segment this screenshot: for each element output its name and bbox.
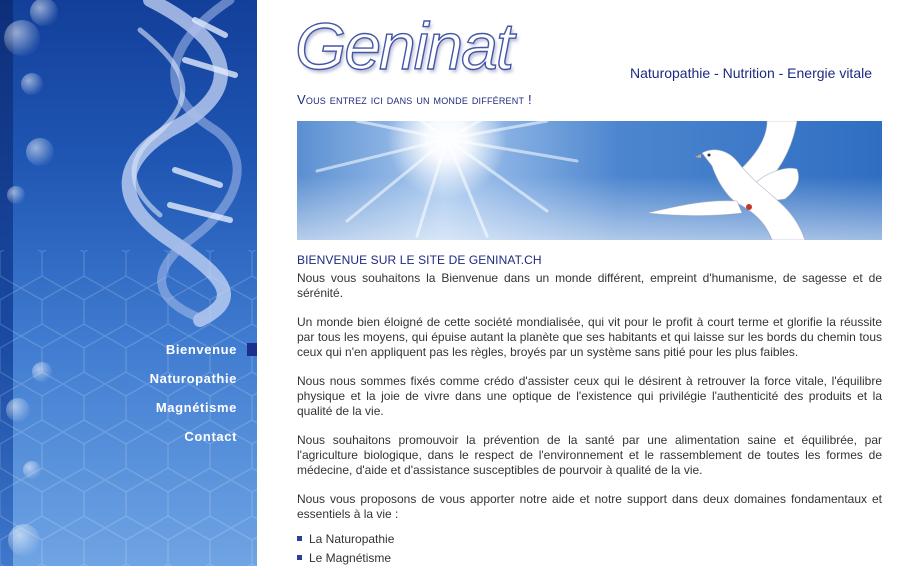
main-content bbox=[297, 253, 882, 569]
header-banner bbox=[297, 121, 882, 240]
welcome-heading: BIENVENUE SUR LE SITE DE GENINAT.CH bbox=[297, 253, 542, 267]
prevention-paragraph: Nous souhaitons promouvoir la prévention de la santé par une alimentation saine et équilibrée, par l'agriculture biologique, dans le respect de l'environnement et le rassemblement de toutes les formes de médecine, d'aide et d'assistance susceptibles de pourvoir à qualité de la vie. bbox=[297, 433, 882, 477]
nav-item-naturopathie[interactable]: Naturopathie bbox=[149, 371, 237, 386]
list-item-label: Le Magnétisme bbox=[309, 551, 392, 565]
main-navigation bbox=[150, 341, 237, 457]
site-logo[interactable]: Geninat bbox=[295, 9, 513, 83]
header-slogan: Vous entrez ici dans un monde différent ! bbox=[297, 92, 532, 107]
list-item-label: La Naturopathie bbox=[309, 532, 395, 546]
nav-item-magnetisme[interactable]: Magnétisme bbox=[155, 400, 237, 415]
header-tagline: Naturopathie - Nutrition - Energie vitale bbox=[630, 65, 873, 81]
society-paragraph: Un monde bien éloigné de cette société mondialisée, qui vit pour le profit à court terme et glorifie la réussite par tous les moyens, qui épuise autant la planète que ses habitants et qui laisse sur les bords du chemin tous ceux qui n'en appliquent pas les règles, broyés par un système sans pitié pour les plus faibles. bbox=[297, 315, 882, 359]
credo-paragraph: Nous nous sommes fixés comme crédo d'assister ceux qui le désirent à retrouver la force vitale, l'équilibre physique et la joie de vivre dans une optique de l'existence qui privilégie l'authenticité des produits et la qualité de la vie. bbox=[297, 374, 882, 418]
offer-paragraph: Nous vous proposons de vous apporter notre aide et notre support dans deux domaines fondamentaux et essentiels à la vie : bbox=[297, 492, 882, 521]
nav-item-contact[interactable]: Contact bbox=[184, 429, 237, 444]
list-item bbox=[297, 550, 882, 569]
dna-helix-decoration bbox=[0, 0, 257, 566]
active-nav-marker bbox=[247, 343, 257, 356]
banner-image bbox=[297, 121, 882, 240]
square-bullet-icon bbox=[297, 536, 302, 541]
nav-item-bienvenue[interactable]: Bienvenue bbox=[165, 342, 237, 357]
list-item bbox=[297, 531, 882, 550]
square-bullet-icon bbox=[297, 555, 302, 560]
intro-paragraph: Nous vous souhaitons la Bienvenue dans un monde différent, empreint d'humanisme, de sagesse et de sérénité. bbox=[297, 271, 882, 300]
sidebar bbox=[0, 0, 257, 566]
domains-list bbox=[297, 531, 882, 569]
